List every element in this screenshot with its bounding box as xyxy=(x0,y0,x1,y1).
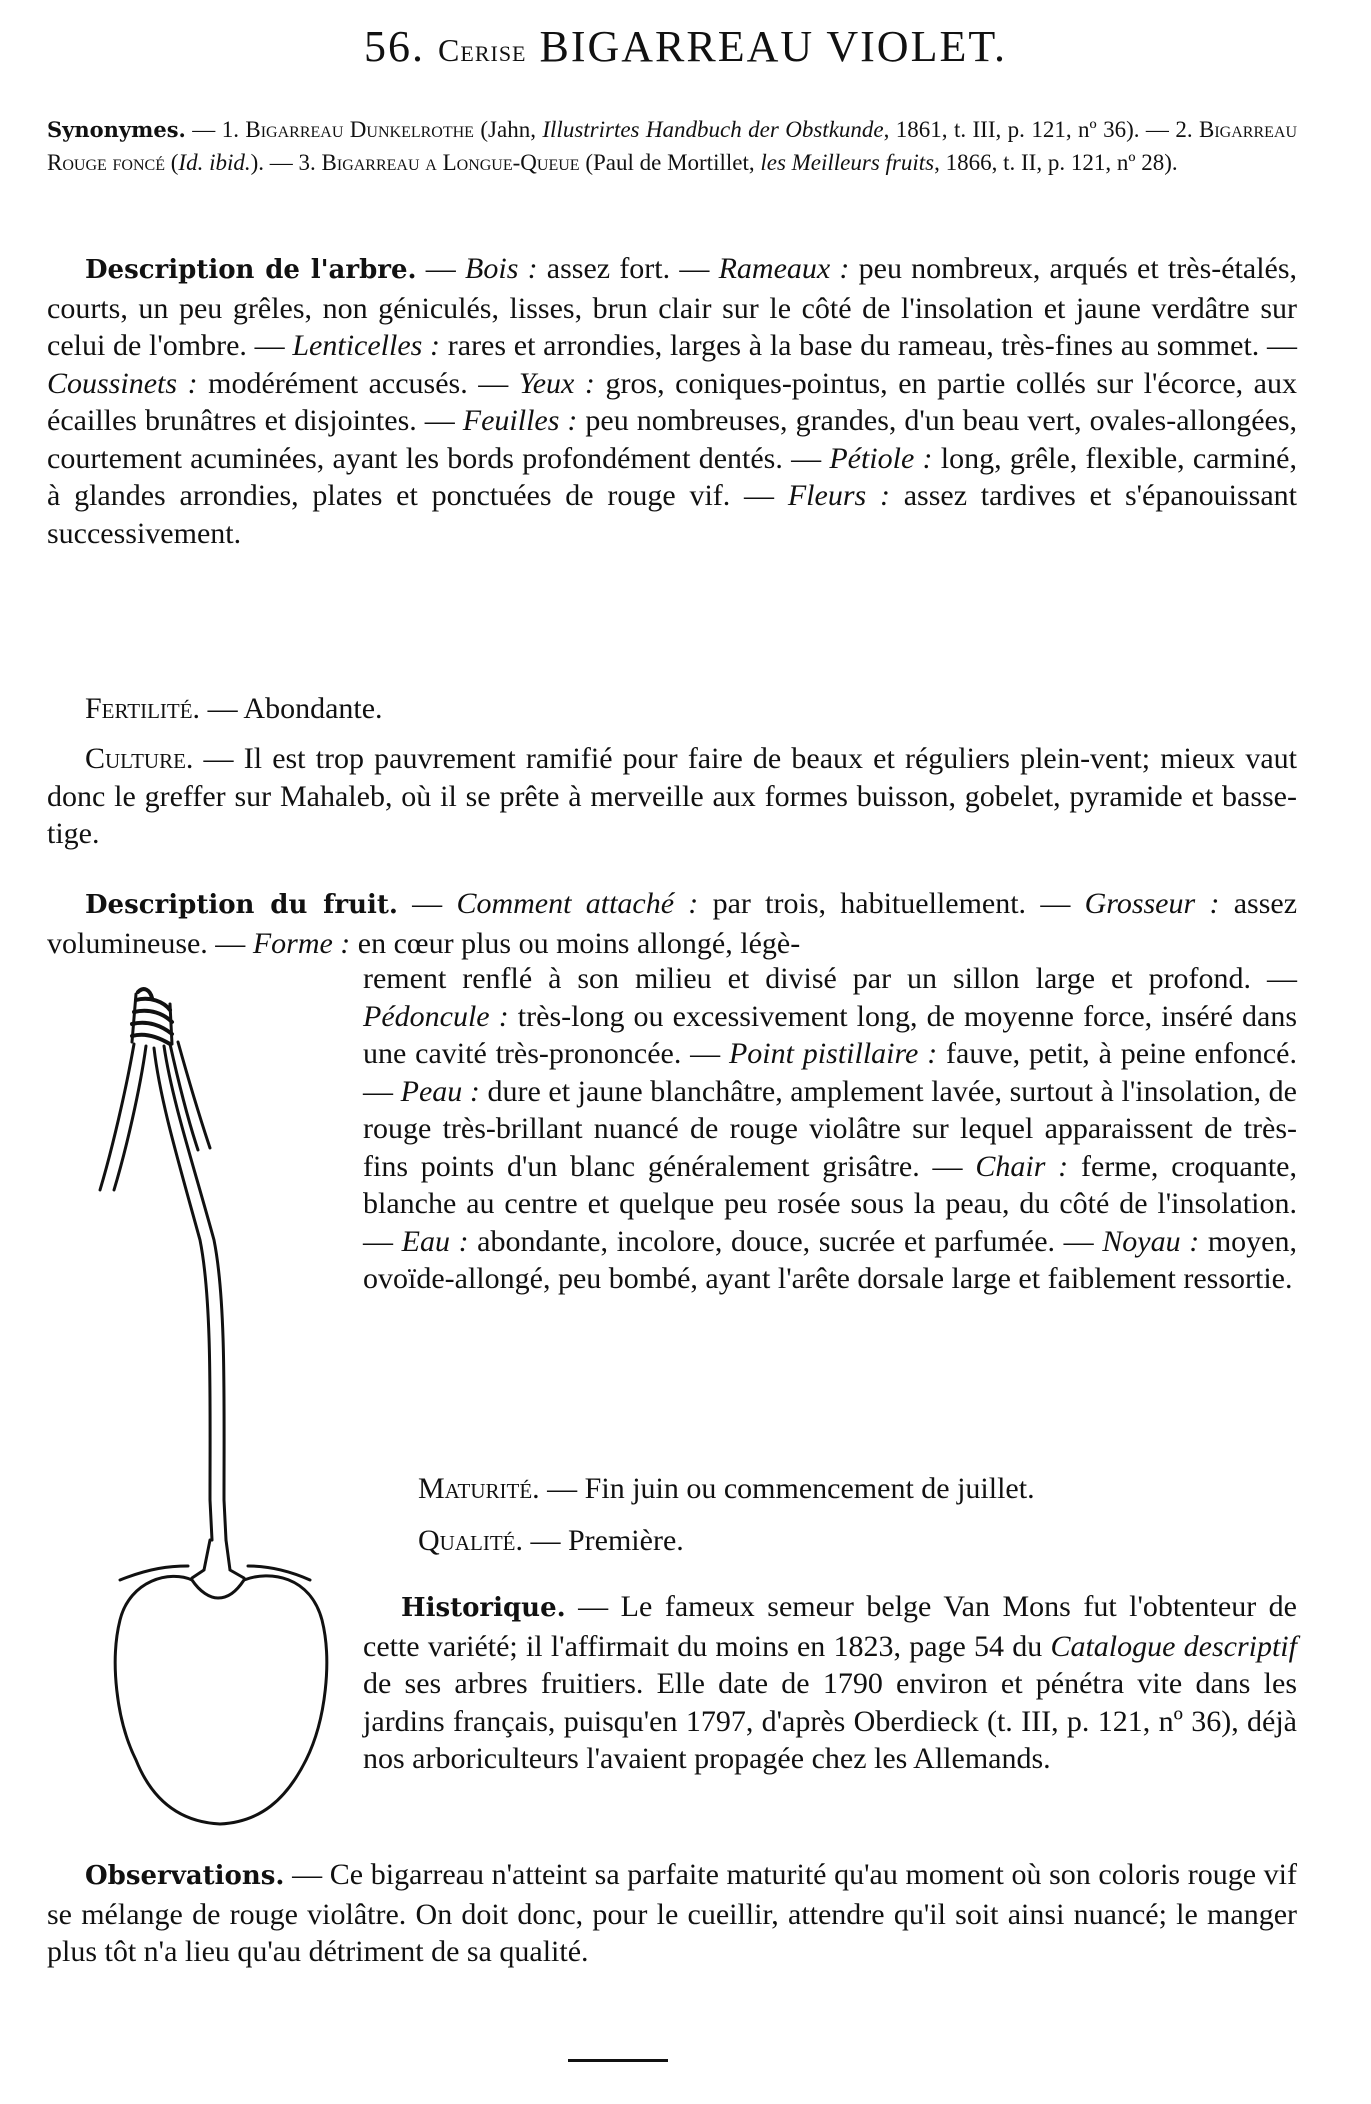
citation-work: les Meilleurs fruits xyxy=(760,150,935,175)
fertility-label: Fertilité. xyxy=(85,692,201,725)
quality-paragraph: Qualité. — Première. xyxy=(418,1524,684,1557)
synonym-1: Bigarreau Dunkelrothe xyxy=(245,117,474,142)
synonyms-label: Synonymes. xyxy=(47,117,186,142)
observations-paragraph: Observations. — Ce bigarreau n'atteint sa parfaite maturité qu'au moment où son coloris rouge vif se mélange de rouge violâtre. On doit donc, pour le cueillir, attendre qu'il soit ainsi nuancé; le manger plus tôt n'a lieu qu'au détriment de sa qualité. xyxy=(47,1858,1297,1968)
variety-name: BIGARREAU VIOLET. xyxy=(539,22,1007,71)
synonyms-paragraph: Synonymes. — 1. Bigarreau Dunkelrothe (Jahn, Illustrirtes Handbuch der Obstkunde, 1861, t. III, p. 121, nº 36). — 2. Bigarreau Rouge foncé (Id. ibid.). — 3. Bigarreau a Longue-Queue (Paul de Mortillet, les Meilleurs fruits, 1866, t. II, p. 121, nº 28). xyxy=(47,117,1298,175)
synonym-2: Bigarreau Rouge foncé xyxy=(47,117,1298,175)
fruit-description-paragraph: Description du fruit. — Comment attaché : par trois, habituellement. — Grosseur : assez volumineuse. — Forme : en cœur plus ou moins allongé, légè- xyxy=(47,887,1298,960)
section-heading: Description de l'arbre. xyxy=(85,255,417,285)
culture-label: Culture. xyxy=(85,742,194,775)
section-heading: Observations. xyxy=(85,1861,285,1891)
end-rule xyxy=(568,2059,668,2062)
cherry-illustration-icon xyxy=(60,980,380,1840)
section-heading: Historique. xyxy=(401,1593,566,1623)
entry-number: 56. xyxy=(364,22,426,71)
maturity-paragraph: Maturité. — Fin juin ou commencement de juillet. xyxy=(418,1472,1035,1505)
fertility-paragraph: Fertilité. — Abondante. xyxy=(85,692,383,725)
synonym-3: Bigarreau a Longue-Queue xyxy=(321,150,580,175)
tree-description-paragraph: Description de l'arbre. — Bois : assez fort. — Rameaux : peu nombreux, arqués et très-étalés, courts, un peu grêles, non géniculés, lisses, brun clair sur le côté de l'insolation et jaune verdâtre sur celui de l'ombre. — Lenticelles : rares et arrondies, larges à la base du rameau, très-fines au sommet. — Coussinets : modérément accusés. — Yeux : gros, coniques-pointus, en partie collés sur l'écorce, aux écailles brunâtres et disjointes. — Feuilles : peu nombreuses, grandes, d'un beau vert, ovales-allongées, courtement acuminées, ayant les bords profondément dentés. — Pétiole : long, grêle, flexible, carminé, à glandes arrondies, plates et ponctuées de rouge vif. — Fleurs : assez tardives et s'épanouissant successivement. xyxy=(47,252,1298,550)
page-title xyxy=(0,22,1371,75)
culture-paragraph: Culture. — Il est trop pauvrement ramifié pour faire de beaux et réguliers plein-vent; mieux vaut donc le greffer sur Mahaleb, où il se prête à merveille aux formes buisson, gobelet, pyramide et basse-tige. xyxy=(47,742,1297,850)
catalogue-title: Catalogue descriptif xyxy=(1050,1629,1297,1663)
citation-work: Illustrirtes Handbuch der Obstkunde xyxy=(542,117,884,142)
fruit-description-continued: rement renflé à son milieu et divisé par un sillon large et profond. — Pédoncule : très-long ou excessivement long, de moyenne force, inséré dans une cavité très-prononcée. — Point pistillaire : fauve, petit, à peine enfoncé. — Peau : dure et jaune blanchâtre, amplement lavée, surtout à l'insolation, de rouge très-brillant nuancé de rouge violâtre sur lequel apparaissent de très-fins points d'un blanc généralement grisâtre. — Chair : ferme, croquante, blanche au centre et quelque peu rosée sous la peau, du côté de l'insolation. — Eau : abondante, incolore, douce, sucrée et parfumée. — Noyau : moyen, ovoïde-allongé, peu bombé, ayant l'arête dorsale large et faiblement ressortie. xyxy=(363,962,1297,1295)
history-paragraph: Historique. — Le fameux semeur belge Van Mons fut l'obtenteur de cette variété; il l'affirmait du moins en 1823, page 54 du Catalogue descriptif de ses arbres fruitiers. Elle date de 1790 environ et pénétra vite dans les jardins français, puisqu'en 1797, d'après Oberdieck (t. III, p. 121, nº 36), déjà nos arboriculteurs l'avaient propagée chez les Allemands. xyxy=(363,1590,1297,1775)
section-heading: Description du fruit. xyxy=(85,890,398,920)
title-prefix: Cerise xyxy=(438,32,527,68)
quality-label: Qualité. xyxy=(418,1524,523,1557)
maturity-label: Maturité. xyxy=(418,1472,540,1505)
